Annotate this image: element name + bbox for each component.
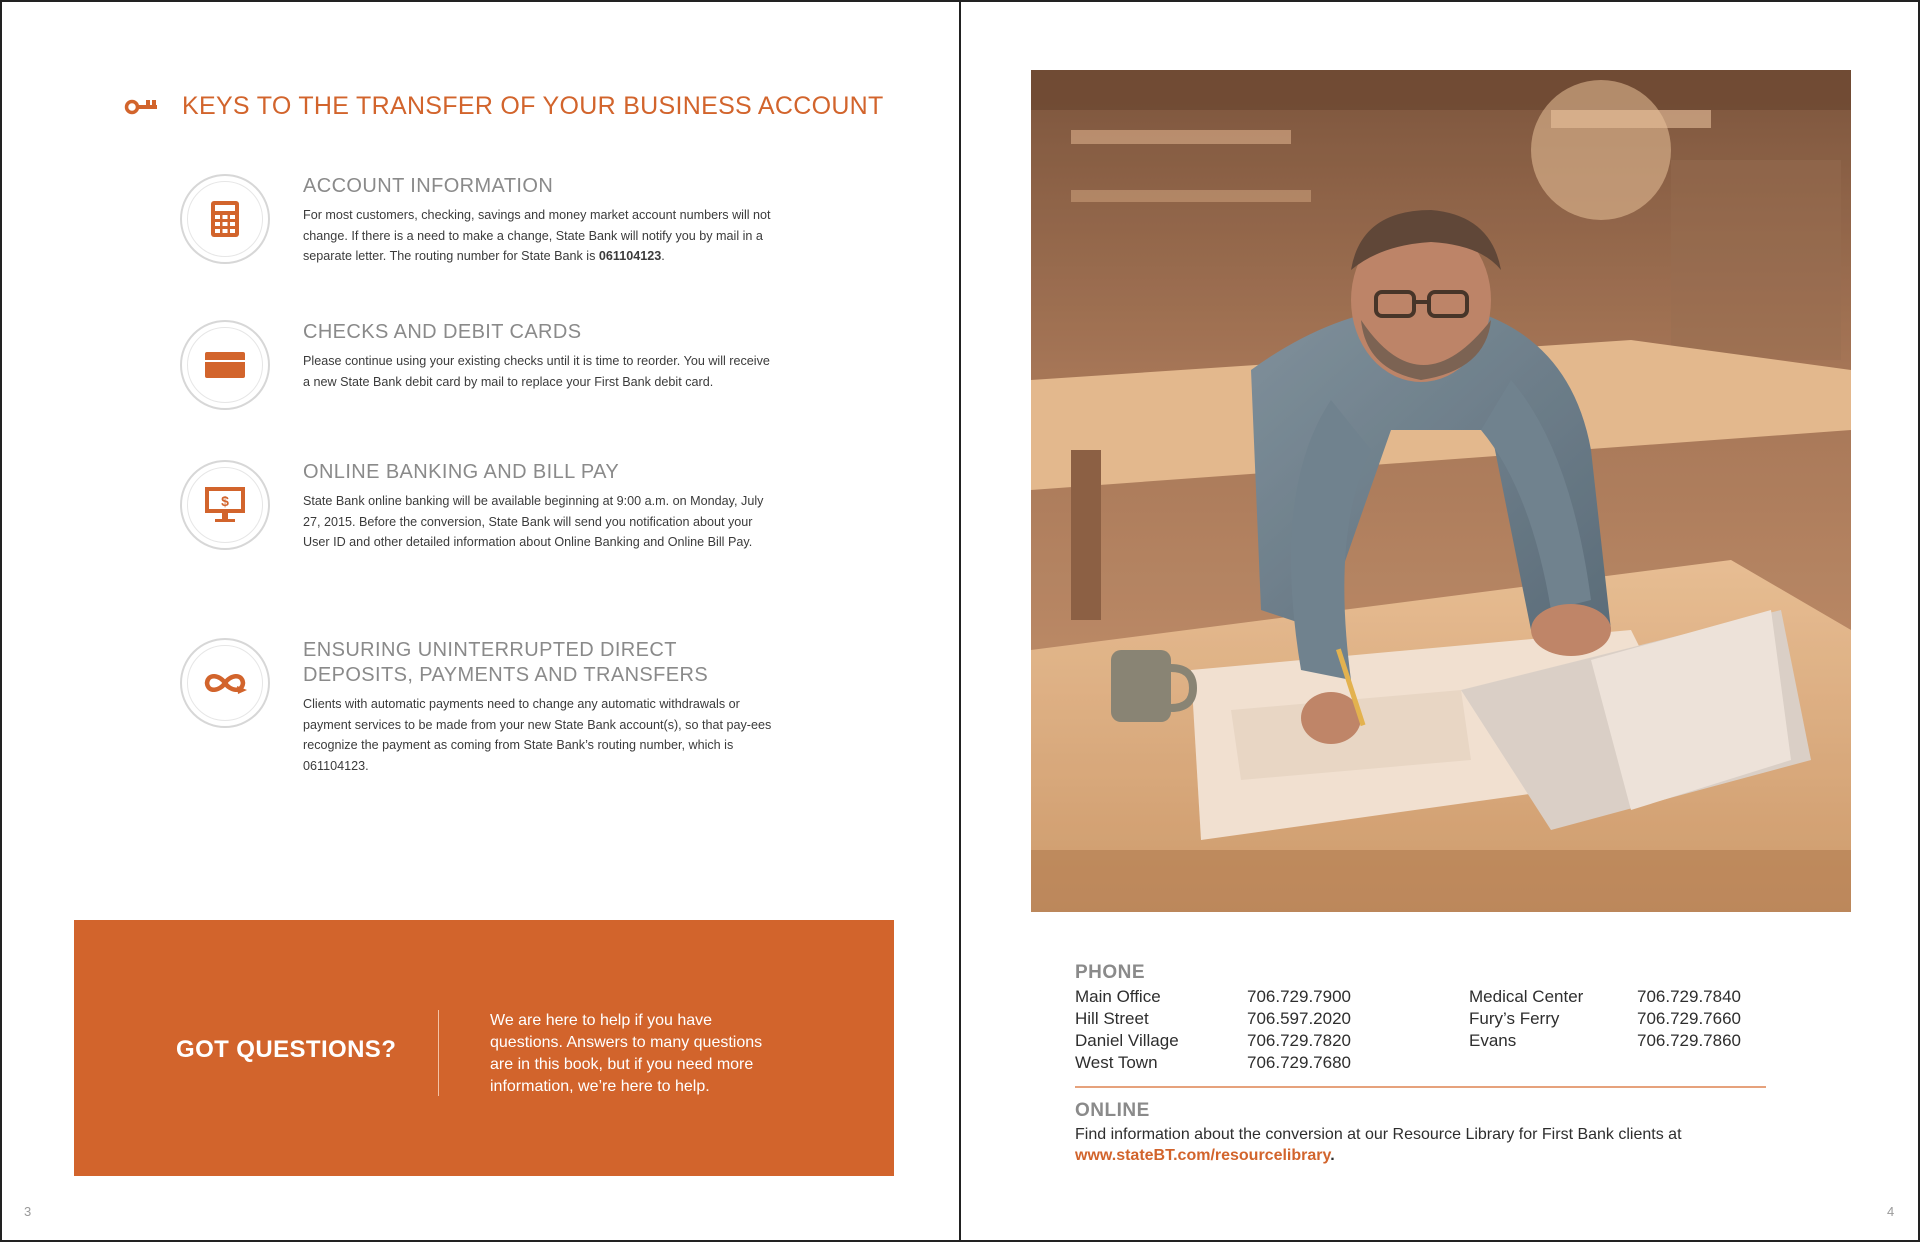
calculator-icon bbox=[210, 200, 240, 238]
phone-number[interactable]: 706.729.7820 bbox=[1247, 1031, 1351, 1050]
calculator-icon-circle bbox=[180, 174, 270, 264]
monitor-icon-circle bbox=[180, 460, 270, 550]
phone-number[interactable]: 706.597.2020 bbox=[1247, 1009, 1351, 1028]
account-information-body: For most customers, checking, savings and money market account numbers will not change. If there is a need to make a change, State Bank will notify you by mail in a separate letter. The routing number for State Bank is 061104123. bbox=[303, 208, 771, 263]
infinity-icon-circle bbox=[180, 638, 270, 728]
direct-deposits-text bbox=[303, 638, 773, 776]
phone-row: Hill Street 706.597.2020 bbox=[1075, 1009, 1351, 1028]
section-header bbox=[124, 92, 884, 121]
phone-number[interactable]: 706.729.7840 bbox=[1637, 987, 1741, 1006]
craftsman-photo bbox=[1031, 70, 1851, 912]
workshop-photo-illustration bbox=[1031, 70, 1851, 912]
section-title: KEYS TO THE TRANSFER OF YOUR BUSINESS ACCOUNT bbox=[182, 92, 884, 120]
direct-deposits-body: Clients with automatic payments need to change any automatic withdrawals or payment services to be made from your new State Bank account(s), so that pay-ees recognize the payment as coming from State Bank’s routing number, which is 061104123. bbox=[303, 697, 772, 773]
resource-library-link[interactable]: www.stateBT.com/resourcelibrary bbox=[1075, 1147, 1331, 1164]
online-section bbox=[1075, 1100, 1795, 1166]
phone-section bbox=[1075, 962, 1775, 1072]
account-information-title: ACCOUNT INFORMATION bbox=[303, 175, 554, 197]
phone-row: Evans 706.729.7860 bbox=[1469, 1031, 1741, 1050]
svg-text:$: $ bbox=[221, 493, 229, 509]
page-number-right: 4 bbox=[1887, 1204, 1895, 1219]
online-text: Find information about the conversion at our Resource Library for First Bank clients at www.stateBT.com/resourcelibrary. bbox=[1075, 1126, 1682, 1164]
phone-label: PHONE bbox=[1075, 962, 1146, 983]
section-divider bbox=[1075, 1086, 1766, 1088]
phone-number[interactable]: 706.729.7660 bbox=[1637, 1009, 1741, 1028]
account-information-text bbox=[303, 174, 773, 267]
phone-row: West Town 706.729.7680 bbox=[1075, 1053, 1351, 1072]
online-label: ONLINE bbox=[1075, 1100, 1150, 1121]
phone-row: Daniel Village 706.729.7820 bbox=[1075, 1031, 1351, 1050]
key-icon bbox=[124, 96, 160, 118]
routing-number: 061104123 bbox=[598, 249, 662, 263]
online-banking-body: State Bank online banking will be available beginning at 9:00 a.m. on Monday, July 27, 2015. Before the conversion, State Bank will send you notification about your User ID and other detailed information about Online Banking and Online Bill Pay. bbox=[303, 494, 764, 549]
phone-column-left bbox=[1075, 986, 1351, 1074]
monitor-dollar-icon bbox=[205, 487, 245, 523]
phone-column-right bbox=[1469, 986, 1741, 1052]
got-questions-title: GOT QUESTIONS? bbox=[176, 1036, 397, 1063]
direct-deposits-title: ENSURING UNINTERRUPTED DIRECT DEPOSITS, PAYMENTS AND TRANSFERS bbox=[303, 639, 709, 686]
got-questions-body: We are here to help if you have questions. Answers to many questions are in this book, but if you need more information, we’re here to help. bbox=[490, 1012, 763, 1095]
phone-number[interactable]: 706.729.7860 bbox=[1637, 1031, 1741, 1050]
checks-debit-cards-title: CHECKS AND DEBIT CARDS bbox=[303, 321, 582, 343]
panel-divider bbox=[438, 1010, 439, 1096]
credit-card-icon bbox=[205, 352, 245, 378]
checks-debit-cards-body: Please continue using your existing checks until it is time to reorder. You will receive a new State Bank debit card by mail to replace your First Bank debit card. bbox=[303, 354, 770, 389]
phone-row: Fury’s Ferry 706.729.7660 bbox=[1469, 1009, 1741, 1028]
phone-number[interactable]: 706.729.7900 bbox=[1247, 987, 1351, 1006]
online-banking-text bbox=[303, 460, 773, 553]
card-icon-circle bbox=[180, 320, 270, 410]
got-questions-panel bbox=[74, 920, 894, 1176]
phone-row: Medical Center 706.729.7840 bbox=[1469, 987, 1741, 1006]
phone-number[interactable]: 706.729.7680 bbox=[1247, 1053, 1351, 1072]
left-page bbox=[2, 2, 959, 1240]
infinity-loop-icon bbox=[202, 670, 248, 696]
phone-row: Main Office 706.729.7900 bbox=[1075, 987, 1351, 1006]
online-banking-title: ONLINE BANKING AND BILL PAY bbox=[303, 461, 620, 483]
right-page bbox=[961, 2, 1918, 1240]
checks-debit-cards-text bbox=[303, 320, 773, 392]
page-number-left: 3 bbox=[24, 1204, 32, 1219]
